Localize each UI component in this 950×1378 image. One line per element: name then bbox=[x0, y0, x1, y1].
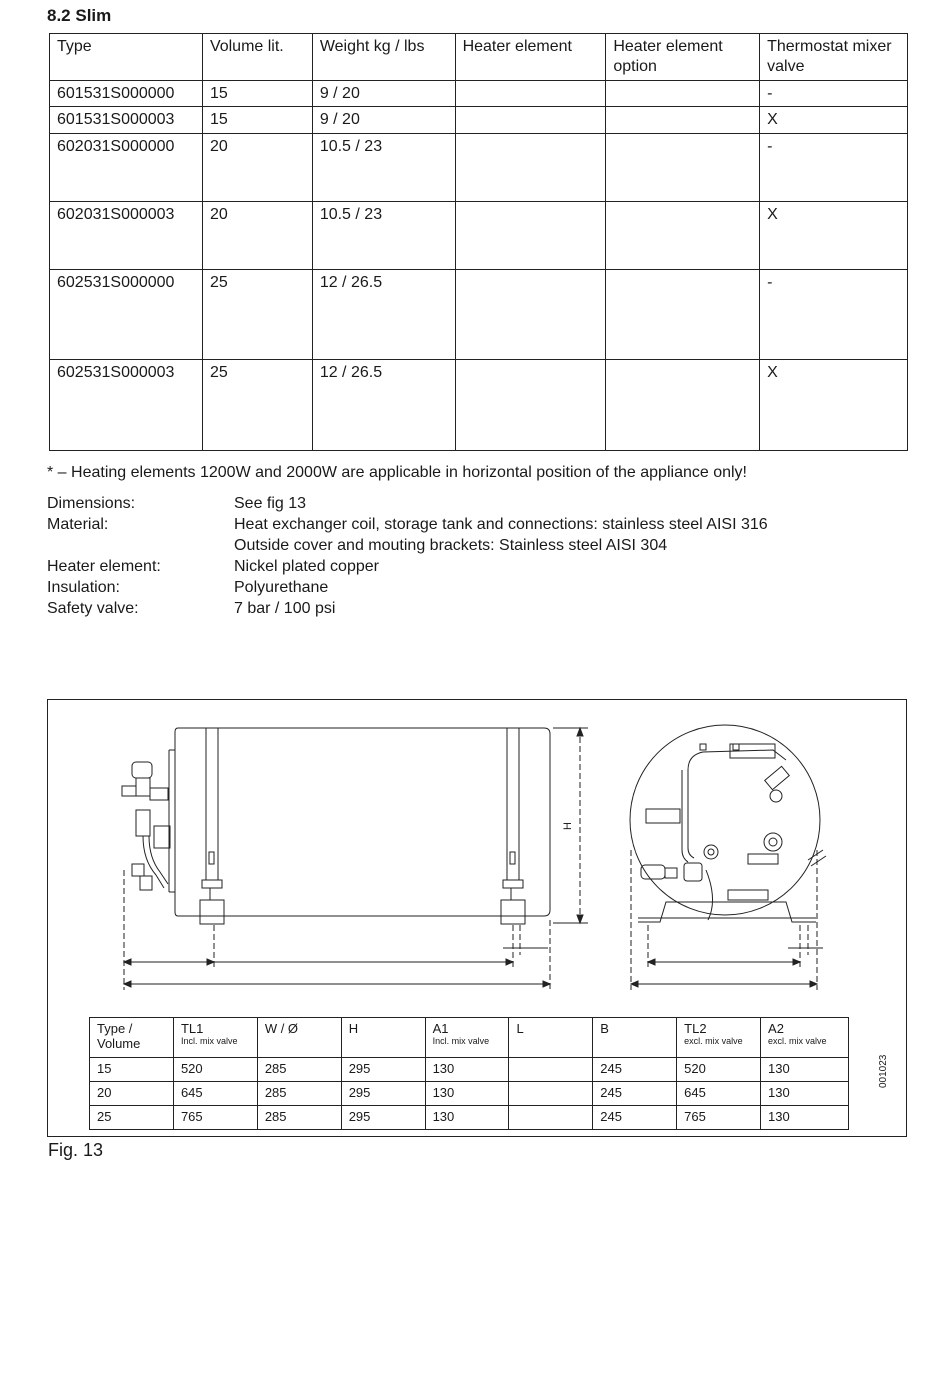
label-tag bbox=[733, 744, 739, 750]
heater-label: Heater element: bbox=[47, 558, 161, 575]
dim-header-cell: H bbox=[341, 1018, 425, 1058]
side-view bbox=[122, 728, 550, 924]
table-cell: 130 bbox=[761, 1106, 849, 1130]
tank-body bbox=[175, 728, 550, 916]
foot-right bbox=[501, 900, 525, 924]
table-cell bbox=[509, 1106, 593, 1130]
table-cell: 245 bbox=[593, 1082, 677, 1106]
table-cell: 285 bbox=[257, 1058, 341, 1082]
spec-header-row bbox=[50, 34, 908, 81]
side-fitting-edge bbox=[811, 856, 826, 866]
dim-header-cell: TL2 excl. mix valve bbox=[677, 1018, 761, 1058]
table-cell bbox=[509, 1082, 593, 1106]
table-cell: 10.5 / 23 bbox=[312, 202, 455, 270]
front-label-bottom bbox=[728, 890, 768, 900]
dim-header-cell: W / Ø bbox=[257, 1018, 341, 1058]
table-cell: 15 bbox=[202, 107, 312, 134]
coil-loop-left bbox=[682, 770, 688, 862]
side-fitting bbox=[808, 850, 823, 860]
front-label-left bbox=[646, 809, 680, 823]
material-label: Material: bbox=[47, 516, 109, 533]
table-cell: 9 / 20 bbox=[312, 81, 455, 107]
table-cell: 601531S000000 bbox=[50, 81, 203, 107]
table-cell: 295 bbox=[341, 1106, 425, 1130]
table-cell: 285 bbox=[257, 1082, 341, 1106]
table-cell: 601531S000003 bbox=[50, 107, 203, 134]
table-cell: 520 bbox=[173, 1058, 257, 1082]
table-cell bbox=[606, 107, 760, 134]
table-cell bbox=[455, 107, 606, 134]
table-row bbox=[50, 107, 908, 134]
mixer-valve bbox=[122, 762, 170, 890]
table-cell: X bbox=[760, 360, 908, 451]
table-cell: 602531S000003 bbox=[50, 360, 203, 451]
spec-header-cell: Heater element bbox=[455, 34, 606, 81]
h-dimension-label: H bbox=[562, 822, 574, 830]
insulation-label: Insulation: bbox=[47, 579, 120, 596]
spec-table bbox=[49, 33, 908, 451]
table-cell: 645 bbox=[677, 1082, 761, 1106]
table-cell: 765 bbox=[173, 1106, 257, 1130]
mixer-front-joint bbox=[665, 868, 677, 878]
table-cell: 295 bbox=[341, 1082, 425, 1106]
dim-arrow bbox=[793, 959, 800, 965]
pipe-right-clip bbox=[510, 852, 515, 864]
front-view bbox=[630, 725, 826, 990]
mixer-front bbox=[641, 865, 665, 879]
spec-header-cell: Thermostat mixer valve bbox=[760, 34, 908, 81]
table-cell bbox=[606, 360, 760, 451]
dim-header-cell: B bbox=[593, 1018, 677, 1058]
table-cell: 12 / 26.5 bbox=[312, 360, 455, 451]
table-row bbox=[50, 134, 908, 202]
dim-arrow bbox=[631, 981, 638, 987]
table-cell: 10.5 / 23 bbox=[312, 134, 455, 202]
connection-left bbox=[704, 845, 718, 859]
connection-left-inner bbox=[708, 849, 714, 855]
mixer-front-body bbox=[684, 863, 702, 881]
heater-value: Nickel plated copper bbox=[234, 558, 379, 575]
figure-code: 001023 bbox=[878, 1054, 889, 1088]
table-cell bbox=[606, 81, 760, 107]
table-cell: 25 bbox=[202, 360, 312, 451]
valve-top bbox=[765, 766, 790, 789]
footnote: * – Heating elements 1200W and 2000W are applicable in horizontal position of the appliance only! bbox=[47, 464, 747, 481]
dim-header-row bbox=[90, 1018, 849, 1058]
dim-arrow bbox=[810, 981, 817, 987]
foot-left bbox=[200, 900, 224, 924]
table-cell bbox=[509, 1058, 593, 1082]
spec-header-cell: Type bbox=[50, 34, 203, 81]
dim-arrow bbox=[648, 959, 655, 965]
safety-valve-label: Safety valve: bbox=[47, 600, 139, 617]
table-cell: 15 bbox=[202, 81, 312, 107]
section-title: 8.2 Slim bbox=[47, 6, 112, 25]
dim-header-cell: A2 excl. mix valve bbox=[761, 1018, 849, 1058]
table-cell: 295 bbox=[341, 1058, 425, 1082]
table-row bbox=[90, 1058, 849, 1082]
spec-header-cell: Weight kg / lbs bbox=[312, 34, 455, 81]
table-cell: 130 bbox=[761, 1058, 849, 1082]
table-cell: 9 / 20 bbox=[312, 107, 455, 134]
table-cell: - bbox=[760, 270, 908, 360]
table-row bbox=[50, 270, 908, 360]
table-row bbox=[90, 1106, 849, 1130]
pipe-right-nut bbox=[503, 880, 523, 888]
material-value-2: Outside cover and mouting brackets: Stainless steel AISI 304 bbox=[234, 537, 668, 554]
side-dimension-lines bbox=[124, 870, 550, 990]
drain-pipe bbox=[706, 870, 713, 920]
insulation-value: Polyurethane bbox=[234, 579, 329, 596]
table-cell: X bbox=[760, 107, 908, 134]
mounting-bracket bbox=[638, 902, 816, 922]
table-row bbox=[90, 1082, 849, 1106]
dim-header-cell: TL1 Incl. mix valve bbox=[173, 1018, 257, 1058]
spec-header-cell: Volume lit. bbox=[202, 34, 312, 81]
table-cell bbox=[606, 202, 760, 270]
safety-valve-value: 7 bar / 100 psi bbox=[234, 600, 336, 617]
table-row bbox=[50, 81, 908, 107]
table-row bbox=[50, 360, 908, 451]
table-cell: 130 bbox=[761, 1082, 849, 1106]
label-tag bbox=[700, 744, 706, 750]
table-cell bbox=[455, 360, 606, 451]
dim-header-cell: A1 Incl. mix valve bbox=[425, 1018, 509, 1058]
table-cell: 20 bbox=[90, 1082, 174, 1106]
connection-right bbox=[764, 833, 782, 851]
dim-header-cell: Type / Volume bbox=[90, 1018, 174, 1058]
table-cell: 25 bbox=[90, 1106, 174, 1130]
table-cell: - bbox=[760, 134, 908, 202]
table-cell: 245 bbox=[593, 1058, 677, 1082]
dimensions-label: Dimensions: bbox=[47, 495, 136, 512]
connection-right-inner bbox=[769, 838, 777, 846]
table-cell: 15 bbox=[90, 1058, 174, 1082]
coil-loop-left-inner bbox=[688, 770, 694, 858]
front-label-right bbox=[748, 854, 778, 864]
tank-front-circle bbox=[630, 725, 820, 915]
coil-loop bbox=[688, 750, 786, 770]
valve-top-knob bbox=[770, 790, 782, 802]
table-cell bbox=[455, 270, 606, 360]
table-row bbox=[50, 202, 908, 270]
table-cell: 602031S000003 bbox=[50, 202, 203, 270]
table-cell: 12 / 26.5 bbox=[312, 270, 455, 360]
table-cell: 602031S000000 bbox=[50, 134, 203, 202]
table-cell: 765 bbox=[677, 1106, 761, 1130]
pipe-left-nut bbox=[202, 880, 222, 888]
table-cell bbox=[606, 270, 760, 360]
dimensions-value: See fig 13 bbox=[234, 495, 307, 512]
table-cell: 25 bbox=[202, 270, 312, 360]
table-cell bbox=[606, 134, 760, 202]
table-cell: X bbox=[760, 202, 908, 270]
table-cell: 130 bbox=[425, 1082, 509, 1106]
figure-caption: Fig. 13 bbox=[48, 1140, 104, 1160]
table-cell bbox=[455, 134, 606, 202]
table-cell: 285 bbox=[257, 1106, 341, 1130]
material-value-1: Heat exchanger coil, storage tank and connections: stainless steel AISI 316 bbox=[234, 516, 768, 533]
pipe-left-clip bbox=[209, 852, 214, 864]
table-cell: 130 bbox=[425, 1106, 509, 1130]
dim-header-cell: L bbox=[509, 1018, 593, 1058]
table-cell bbox=[455, 81, 606, 107]
table-cell: 130 bbox=[425, 1058, 509, 1082]
table-cell: 245 bbox=[593, 1106, 677, 1130]
table-cell: 20 bbox=[202, 202, 312, 270]
dimensions-table bbox=[89, 1017, 849, 1130]
table-cell bbox=[455, 202, 606, 270]
table-cell: 520 bbox=[677, 1058, 761, 1082]
table-cell: 20 bbox=[202, 134, 312, 202]
spec-header-cell: Heater element option bbox=[606, 34, 760, 81]
table-cell: 645 bbox=[173, 1082, 257, 1106]
table-cell: 602531S000000 bbox=[50, 270, 203, 360]
table-cell: - bbox=[760, 81, 908, 107]
